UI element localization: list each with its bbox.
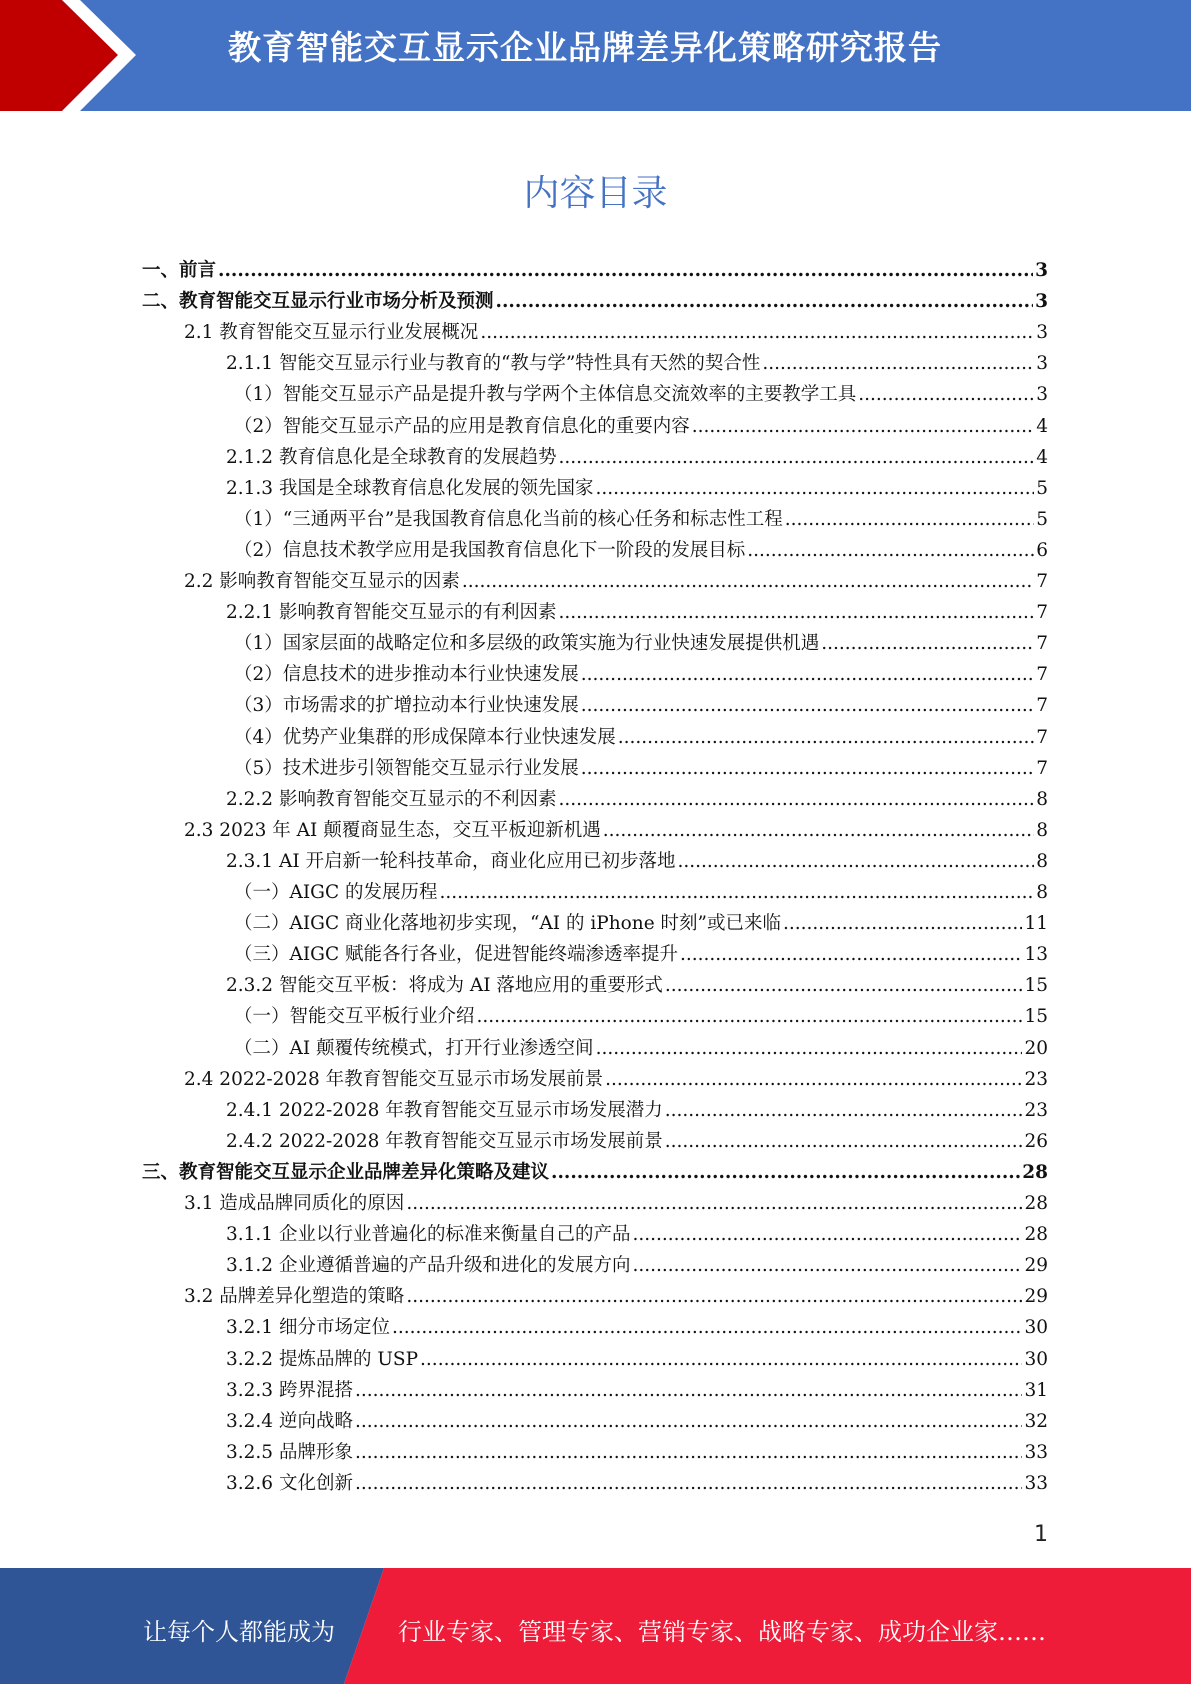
toc-dot-leader xyxy=(581,664,1034,686)
toc-entry[interactable] xyxy=(226,1094,1048,1122)
toc-entry-label: 3.2.6 文化创新 xyxy=(226,1472,353,1494)
toc-entry-label: 2.2.2 影响教育智能交互显示的不利因素 xyxy=(226,788,557,810)
toc-entry-page: 28 xyxy=(1024,1224,1048,1246)
toc-dot-leader xyxy=(406,1193,1022,1215)
toc-entry-label: （一）智能交互平板行业介绍 xyxy=(234,1006,475,1028)
toc-entry-label: （2）信息技术教学应用是我国教育信息化下一阶段的发展目标 xyxy=(234,539,746,561)
toc-entry[interactable] xyxy=(226,1311,1048,1339)
toc-entry-page: 3 xyxy=(1035,291,1048,313)
toc-entry-page: 3 xyxy=(1035,260,1048,281)
toc-entry-page: 8 xyxy=(1036,819,1048,841)
page-number: 1 xyxy=(1034,1522,1048,1547)
toc-dot-leader xyxy=(581,758,1034,780)
toc-entry-label: 2.3.1 AI 开启新一轮科技革命，商业化应用已初步落地 xyxy=(226,850,676,872)
footer-slogan-left: 让每个人都能成为 xyxy=(143,1618,335,1646)
toc-entry-page: 11 xyxy=(1024,913,1048,935)
toc-entry-label: 2.2 影响教育智能交互显示的因素 xyxy=(184,571,460,592)
toc-entry[interactable] xyxy=(226,441,1048,469)
toc-dot-leader xyxy=(558,789,1034,811)
toc-dot-leader xyxy=(783,913,1022,935)
toc-entry-label: 3.2.5 品牌形象 xyxy=(226,1441,353,1463)
toc-entry-label: 二、教育智能交互显示行业市场分析及预测 xyxy=(142,291,494,313)
toc-entry-label: 2.1.2 教育信息化是全球教育的发展趋势 xyxy=(226,446,557,468)
toc-entry-page: 7 xyxy=(1036,757,1048,779)
toc-entry[interactable] xyxy=(226,1436,1048,1464)
toc-dot-leader xyxy=(596,1038,1023,1060)
toc-dot-leader xyxy=(858,384,1034,406)
toc-dot-leader xyxy=(406,1286,1022,1308)
toc-entry-label: 2.4.1 2022-2028 年教育智能交互显示市场发展潜力 xyxy=(226,1099,663,1121)
toc-entry[interactable] xyxy=(234,627,1048,655)
toc-entry-label: 3.2.4 逆向战略 xyxy=(226,1410,353,1432)
toc-dot-leader xyxy=(595,478,1034,500)
toc-entry-label: （2）智能交互显示产品的应用是教育信息化的重要内容 xyxy=(234,415,690,437)
toc-dot-leader xyxy=(355,1442,1023,1464)
toc-entry-page: 5 xyxy=(1036,508,1048,530)
toc-entry-label: （1）国家层面的战略定位和多层级的政策实施为行业快速发展提供机遇 xyxy=(234,633,820,655)
toc-entry-label: （1）“三通两平台”是我国教育信息化当前的核心任务和标志性工程 xyxy=(234,508,783,530)
toc-dot-leader xyxy=(665,1131,1023,1153)
toc-entry-page: 29 xyxy=(1024,1286,1048,1308)
toc-entry-page: 7 xyxy=(1036,633,1048,655)
toc-entry[interactable] xyxy=(234,938,1048,966)
toc-entry-page: 8 xyxy=(1036,882,1048,903)
toc-entry-label: （1）智能交互显示产品是提升教与学两个主体信息交流效率的主要教学工具 xyxy=(234,384,857,406)
toc-entry-page: 15 xyxy=(1024,975,1048,997)
toc-entry-page: 5 xyxy=(1036,477,1048,499)
toc-entry-label: 2.3.2 智能交互平板：将成为 AI 落地应用的重要形式 xyxy=(226,975,663,997)
toc-dot-leader xyxy=(665,1100,1023,1122)
toc-dot-leader xyxy=(632,1224,1022,1246)
toc-dot-leader xyxy=(603,820,1035,842)
toc-dot-leader xyxy=(747,540,1034,562)
toc-entry[interactable] xyxy=(234,1000,1048,1028)
toc-entry[interactable] xyxy=(226,1249,1048,1277)
toc-entry-label: 2.4 2022-2028 年教育智能交互显示市场发展前景 xyxy=(184,1068,604,1090)
toc-entry[interactable] xyxy=(226,347,1048,375)
toc-entry-page: 7 xyxy=(1036,602,1048,624)
toc-entry[interactable] xyxy=(234,752,1048,780)
toc-entry-label: 3.1 造成品牌同质化的原因 xyxy=(184,1193,405,1214)
toc-entry-label: 3.1.2 企业遵循普遍的产品升级和进化的发展方向 xyxy=(226,1255,631,1277)
toc-entry-page: 23 xyxy=(1024,1099,1048,1121)
toc-entry[interactable] xyxy=(234,907,1048,935)
toc-entry[interactable] xyxy=(234,1032,1048,1060)
toc-entry-page: 32 xyxy=(1024,1410,1048,1432)
toc-entry-page: 13 xyxy=(1024,944,1048,966)
toc-entry-label: （二）AI 颠覆传统模式，打开行业渗透空间 xyxy=(234,1037,594,1059)
toc-entry[interactable] xyxy=(226,1125,1048,1153)
toc-entry-label: 三、教育智能交互显示企业品牌差异化策略及建议 xyxy=(142,1161,550,1183)
toc-entry-page: 30 xyxy=(1024,1348,1048,1370)
toc-entry-label: 3.2 品牌差异化塑造的策略 xyxy=(184,1286,405,1308)
toc-entry-page: 31 xyxy=(1024,1379,1048,1401)
toc-entry[interactable] xyxy=(184,814,1048,842)
toc-entry-page: 8 xyxy=(1036,788,1048,810)
toc-dot-leader xyxy=(392,1317,1022,1339)
toc-dot-leader xyxy=(558,447,1034,469)
toc-entry-page: 33 xyxy=(1024,1441,1048,1463)
toc-entry-label: 一、前言 xyxy=(142,260,217,281)
toc-dot-leader xyxy=(477,1006,1023,1028)
toc-dot-leader xyxy=(218,260,1033,282)
toc-dot-leader xyxy=(821,633,1034,655)
toc-dot-leader xyxy=(558,602,1034,624)
toc-dot-leader xyxy=(762,353,1034,375)
toc-dot-leader xyxy=(355,1411,1023,1433)
toc-dot-leader xyxy=(581,695,1034,717)
toc-entry[interactable] xyxy=(234,721,1048,749)
toc-entry-page: 7 xyxy=(1036,695,1048,717)
toc-entry-label: 3.1.1 企业以行业普遍化的标准来衡量自己的产品 xyxy=(226,1224,631,1246)
toc-entry[interactable] xyxy=(142,1156,1048,1184)
toc-dot-leader xyxy=(605,1069,1022,1091)
toc-entry-page: 6 xyxy=(1036,539,1048,561)
toc-entry-page: 28 xyxy=(1024,1193,1048,1214)
toc-entry[interactable] xyxy=(234,378,1048,406)
toc-entry-page: 3 xyxy=(1036,353,1048,375)
toc-dot-leader xyxy=(632,1255,1022,1277)
toc-dot-leader xyxy=(462,571,1034,593)
toc-entry[interactable] xyxy=(226,596,1048,624)
toc-entry[interactable] xyxy=(142,254,1048,282)
toc-dot-leader xyxy=(785,509,1035,531)
toc-entry-label: 2.1.3 我国是全球教育信息化发展的领先国家 xyxy=(226,477,594,499)
toc-entry-page: 3 xyxy=(1036,384,1048,406)
toc-entry-page: 33 xyxy=(1024,1472,1048,1494)
toc-entry[interactable] xyxy=(184,1280,1048,1308)
report-title: 教育智能交互显示企业品牌差异化策略研究报告 xyxy=(228,28,942,67)
toc-entry-page: 26 xyxy=(1024,1130,1048,1152)
toc-entry[interactable] xyxy=(184,316,1048,344)
toc-entry-label: （2）信息技术的进步推动本行业快速发展 xyxy=(234,664,579,686)
toc-entry[interactable] xyxy=(226,1467,1048,1495)
toc-entry-page: 4 xyxy=(1036,446,1048,468)
toc-heading: 内容目录 xyxy=(523,173,668,214)
toc-entry[interactable] xyxy=(226,1218,1048,1246)
toc-entry-label: （二）AIGC 商业化落地初步实现，“AI 的 iPhone 时刻”或已来临 xyxy=(234,913,781,935)
toc-entry[interactable] xyxy=(184,1063,1048,1091)
toc-entry[interactable] xyxy=(226,783,1048,811)
toc-entry-page: 4 xyxy=(1036,415,1048,437)
toc-entry-label: （三）AIGC 赋能各行各业，促进智能终端渗透率提升 xyxy=(234,944,678,966)
toc-entry-page: 7 xyxy=(1036,571,1048,592)
toc-entry[interactable] xyxy=(226,845,1048,873)
toc-entry-page: 20 xyxy=(1024,1037,1048,1059)
toc-entry-page: 23 xyxy=(1024,1068,1048,1090)
toc-entry-page: 7 xyxy=(1036,664,1048,686)
toc-dot-leader xyxy=(551,1162,1020,1184)
toc-dot-leader xyxy=(496,291,1034,313)
toc-dot-leader xyxy=(618,727,1034,749)
toc-entry-page: 29 xyxy=(1024,1255,1048,1277)
page-header xyxy=(0,0,1191,111)
toc-dot-leader xyxy=(420,1349,1022,1371)
toc-dot-leader xyxy=(665,975,1023,997)
toc-entry[interactable] xyxy=(142,285,1048,313)
toc-dot-leader xyxy=(480,322,1034,344)
toc-entry[interactable] xyxy=(226,1405,1048,1433)
toc-entry[interactable] xyxy=(226,472,1048,500)
toc-entry[interactable] xyxy=(234,876,1048,904)
toc-entry[interactable] xyxy=(234,410,1048,438)
toc-entry-page: 30 xyxy=(1024,1317,1048,1339)
toc-entry-page: 7 xyxy=(1036,726,1048,748)
toc-entry[interactable] xyxy=(184,565,1048,593)
toc-entry[interactable] xyxy=(234,503,1048,531)
toc-dot-leader xyxy=(355,1473,1023,1495)
toc-entry-label: （4）优势产业集群的形成保障本行业快速发展 xyxy=(234,726,616,748)
toc-entry-label: 3.2.2 提炼品牌的 USP xyxy=(226,1348,419,1370)
toc-entry-page: 3 xyxy=(1036,322,1048,344)
toc-entry[interactable] xyxy=(226,1374,1048,1402)
toc-entry-label: 3.2.3 跨界混搭 xyxy=(226,1379,353,1401)
toc-entry-label: 2.2.1 影响教育智能交互显示的有利因素 xyxy=(226,602,557,624)
toc-dot-leader xyxy=(680,944,1022,966)
toc-entry-label: （3）市场需求的扩增拉动本行业快速发展 xyxy=(234,695,579,717)
toc-entry[interactable] xyxy=(184,1187,1048,1215)
toc-dot-leader xyxy=(439,882,1034,904)
toc-dot-leader xyxy=(692,416,1034,438)
toc-entry[interactable] xyxy=(234,658,1048,686)
toc-dot-leader xyxy=(678,851,1035,873)
toc-entry-page: 28 xyxy=(1022,1161,1048,1183)
toc-entry-label: 2.3 2023 年 AI 颠覆商显生态，交互平板迎新机遇 xyxy=(184,819,601,841)
toc-entry[interactable] xyxy=(226,1343,1048,1371)
toc-entry-page: 15 xyxy=(1024,1006,1048,1028)
toc-entry[interactable] xyxy=(234,534,1048,562)
toc-dot-leader xyxy=(355,1380,1023,1402)
toc-entry[interactable] xyxy=(234,689,1048,717)
toc-entry-label: （5）技术进步引领智能交互显示行业发展 xyxy=(234,757,579,779)
toc-entry-page: 8 xyxy=(1036,850,1048,872)
page-footer xyxy=(0,1568,1191,1684)
toc-entry-label: （一）AIGC 的发展历程 xyxy=(234,882,438,903)
toc-entry-label: 2.4.2 2022-2028 年教育智能交互显示市场发展前景 xyxy=(226,1130,663,1152)
toc-entry-label: 2.1 教育智能交互显示行业发展概况 xyxy=(184,322,479,344)
toc-entry-label: 2.1.1 智能交互显示行业与教育的“教与学”特性具有天然的契合性 xyxy=(226,353,761,375)
toc-entry[interactable] xyxy=(226,969,1048,997)
toc-entry-label: 3.2.1 细分市场定位 xyxy=(226,1317,390,1339)
footer-slogan-right: 行业专家、管理专家、营销专家、战略专家、成功企业家…… xyxy=(398,1618,1046,1646)
